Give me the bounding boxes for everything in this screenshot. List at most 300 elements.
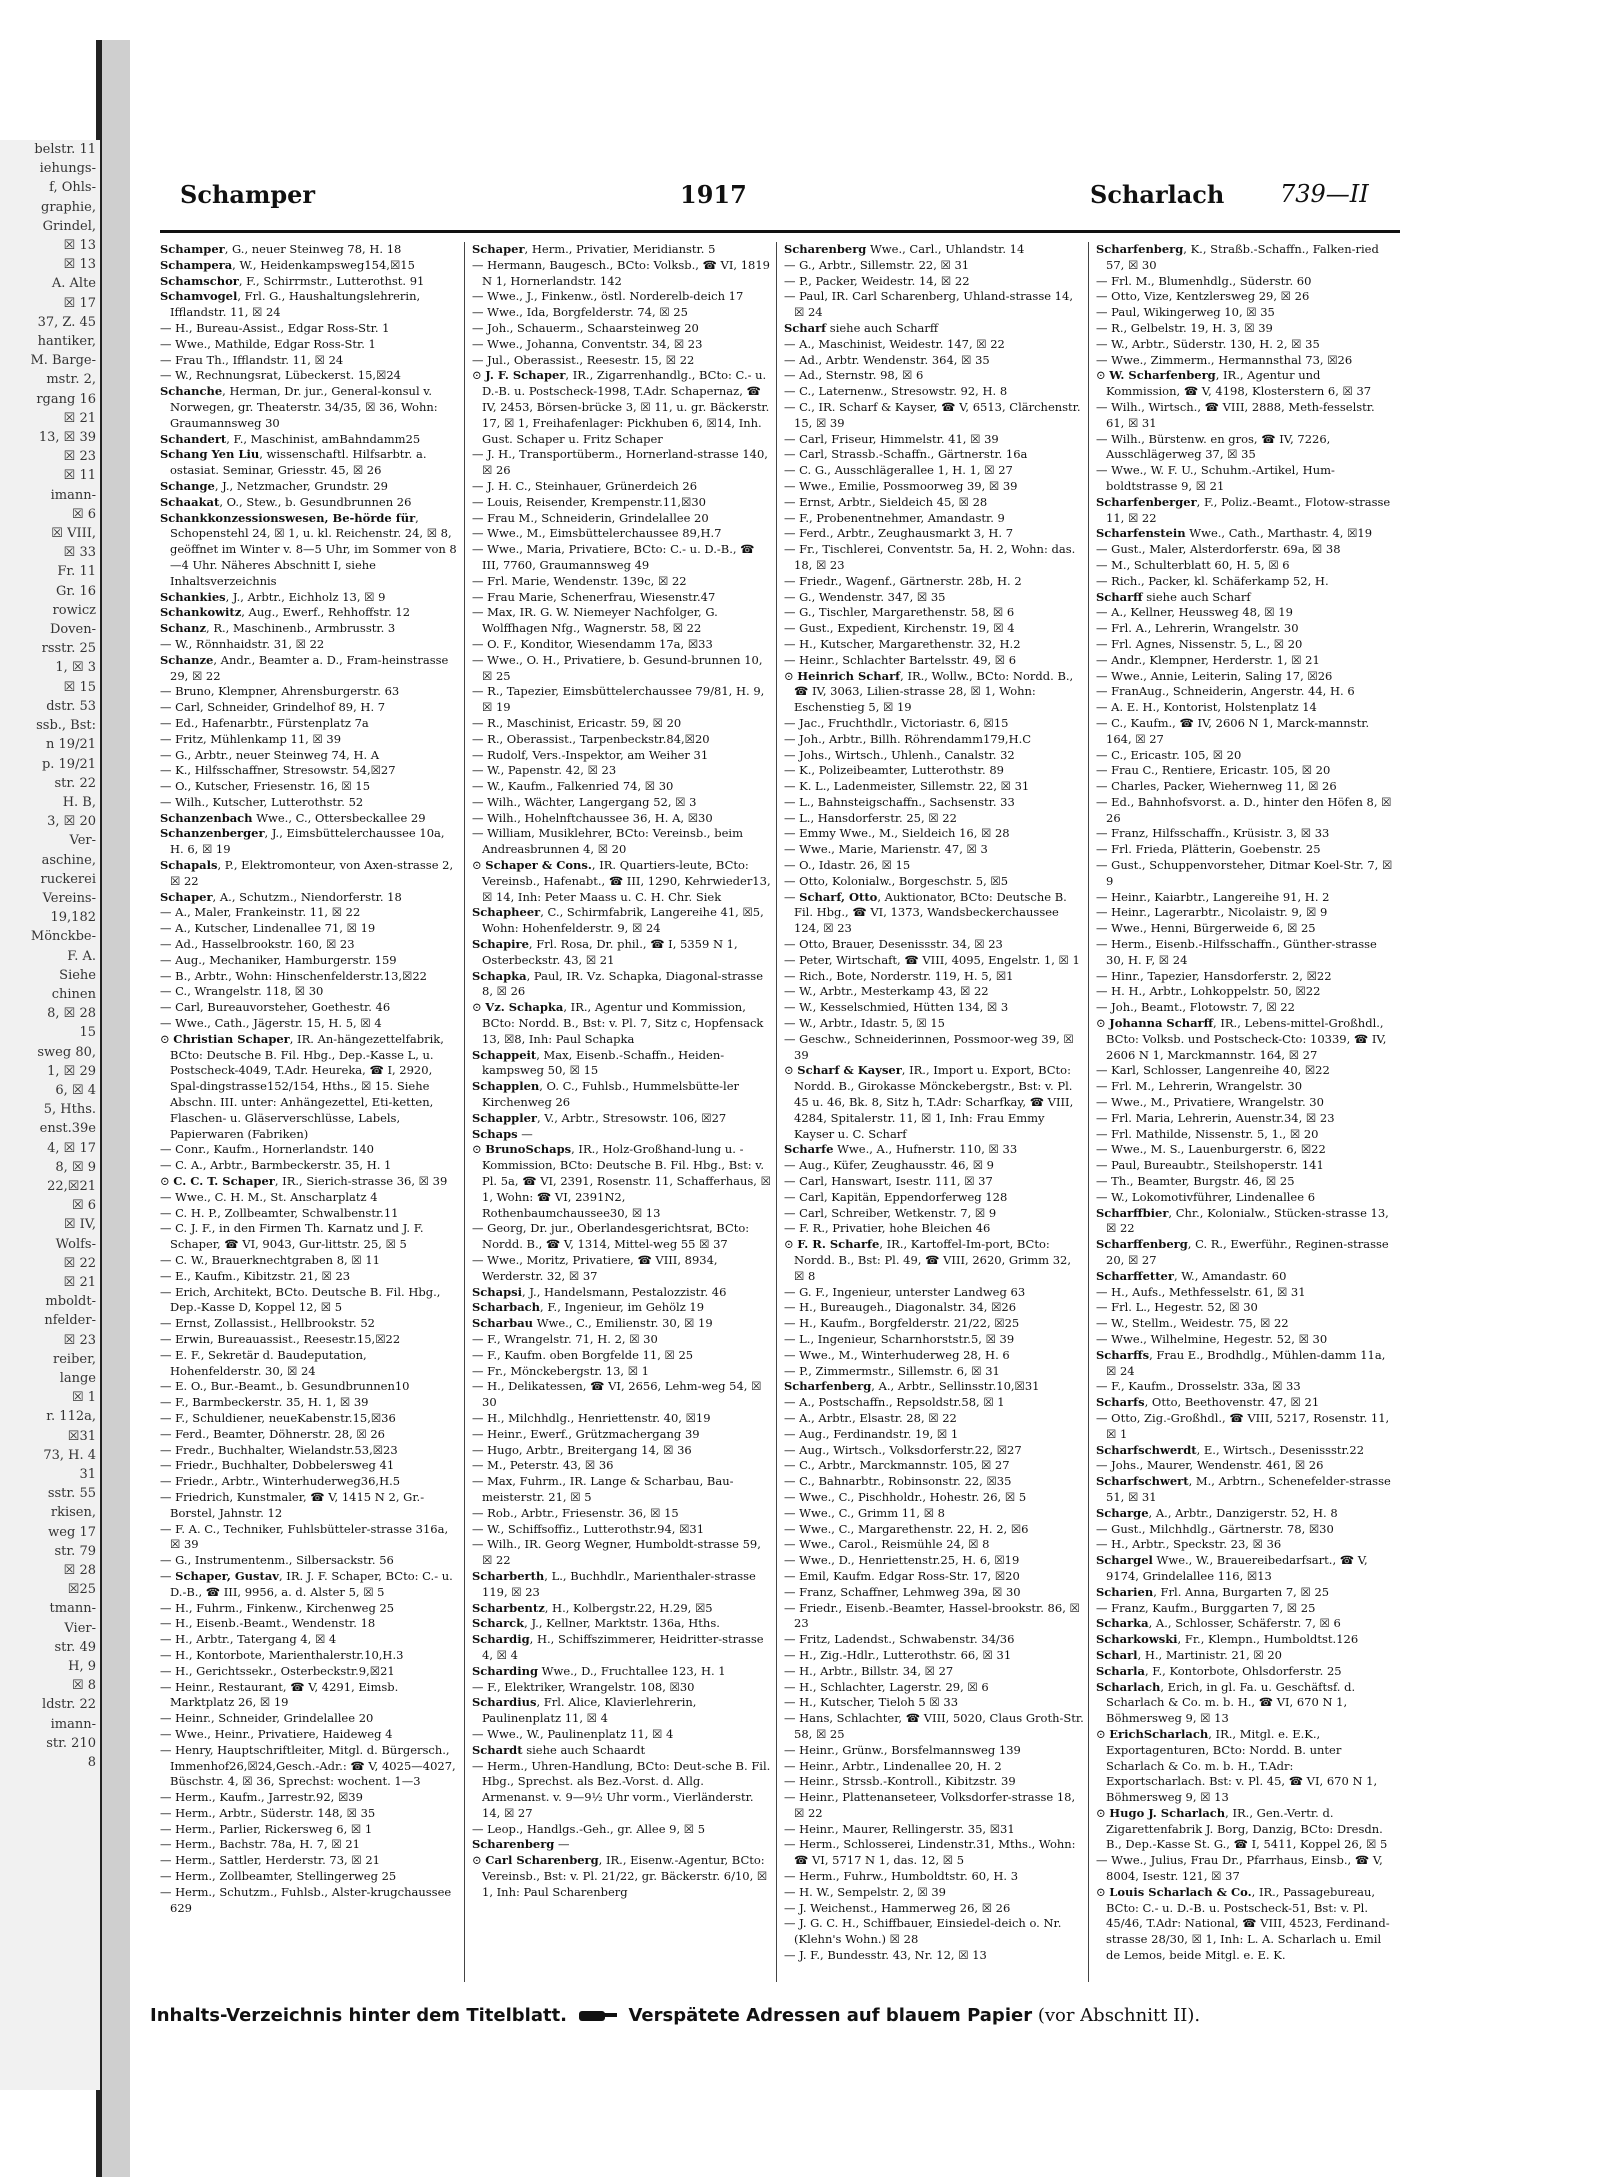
directory-entry: Schapka, Paul, IR. Vz. Schapka, Diagonal-strasse 8, ☒ 26 (472, 968, 763, 999)
previous-page-line: ldstr. 22 (42, 1697, 96, 1713)
directory-entry: — O. F., Konditor, Wiesendamm 17a, ☒33 (472, 636, 713, 651)
previous-page-line: aschine, (41, 852, 96, 868)
directory-entry: — FranAug., Schneiderin, Angerstr. 44, H. 6 (1096, 684, 1355, 699)
directory-entry: — Heinr., Arbtr., Lindenallee 20, H. 2 (784, 1758, 1002, 1773)
entry-name: Hugo J. Scharlach (1109, 1805, 1226, 1820)
previous-page-line: ☒ 1 (71, 1390, 96, 1406)
directory-entry: — Johs., Wirtsch., Uhlenh., Canalstr. 32 (784, 747, 1015, 762)
directory-entry: — H., Aufs., Methfesselstr. 61, ☒ 31 (1096, 1284, 1306, 1299)
previous-page-line: chinen (51, 986, 96, 1002)
directory-entry: Schange, J., Netzmacher, Grundstr. 29 (160, 478, 388, 493)
entry-name: Scharck (472, 1616, 525, 1631)
directory-entry: — Hinr., Tapezier, Hansdorferstr. 2, ☒22 (1096, 968, 1332, 983)
previous-page-line: ☒ 13 (63, 238, 96, 254)
entry-name: Schappeit (472, 1047, 537, 1062)
directory-entry: — J. H. C., Steinhauer, Grünerdeich 26 (472, 478, 698, 493)
directory-entry: — Friedr., Eisenb.-Beamter, Hassel-brookstr. 86, ☒ 23 (784, 1600, 1080, 1631)
entry-name: Scharge (1096, 1505, 1149, 1520)
directory-entry: Scharlach, Erich, in gl. Fa. u. Geschäftsf. d. Scharlach & Co. m. b. H., ☎ VI, 670 N 1, Böhmersweg 9, ☒ 13 (1096, 1679, 1356, 1726)
entry-name: Scharf (784, 320, 827, 335)
directory-entry: Scharck, J., Kellner, Marktstr. 136a, Hths. (472, 1616, 720, 1631)
directory-entry: — Franz, Hilfsschaffn., Krüsistr. 3, ☒ 33 (1096, 826, 1330, 841)
directory-entry: — Herm., Sattler, Herderstr. 73, ☒ 21 (160, 1853, 380, 1868)
directory-entry: Scharenberg Wwe., Carl., Uhlandstr. 14 (784, 242, 1025, 256)
directory-entry: Scharfe Wwe., A., Hufnerstr. 110, ☒ 33 (784, 1142, 1018, 1157)
previous-page-line: 4, ☒ 17 (47, 1140, 96, 1156)
directory-entry: — Frl. Mathilde, Nissenstr. 5, 1., ☒ 20 (1096, 1126, 1319, 1141)
directory-entry: — Wwe., W., Paulinenplatz 11, ☒ 4 (472, 1726, 674, 1741)
directory-entry: Schapsi, J., Handelsmann, Pestalozzistr. 46 (472, 1284, 727, 1299)
directory-entry: — Jac., Fruchthdlr., Victoriastr. 6, ☒15 (784, 715, 1009, 730)
directory-entry: Scharfenberger, F., Poliz.-Beamt., Flotow-strasse 11, ☒ 22 (1096, 494, 1391, 525)
directory-entry: Schaper, Herm., Privatier, Meridianstr. 5 (472, 242, 716, 256)
directory-entry: — Wwe., Heinr., Privatiere, Haideweg 4 (160, 1726, 393, 1741)
previous-page-line: 5, Hths. (43, 1102, 96, 1118)
column-2 (472, 242, 772, 2002)
directory-entry: — Herm., Uhren-Handlung, BCto: Deut-sche B. Fil. Hbg., Sprechst. als Bez.-Vorst. d. Allg. Armenanst. v. 9—9½ Uhr vorm., Vierländerstr. 14, ☒ 27 (472, 1758, 771, 1820)
directory-entry: — C. H. P., Zollbeamter, Schwalbenstr.11 (160, 1205, 399, 1220)
entry-name: Schanze (160, 652, 214, 667)
directory-entry: — Wwe., Carol., Reismühle 24, ☒ 8 (784, 1537, 990, 1552)
directory-entry: — Wwe., W. F. U., Schuhm.-Artikel, Hum-boldtstrasse 9, ☒ 21 (1096, 463, 1335, 493)
directory-entry: — Wilh., Kutscher, Lutterothstr. 52 (160, 794, 364, 809)
directory-entry: — Gust., Expedient, Kirchenstr. 19, ☒ 4 (784, 621, 1015, 636)
directory-entry: — G., Arbtr., neuer Steinweg 74, H. A (160, 747, 380, 762)
entry-name: Scharding (472, 1663, 538, 1678)
directory-entry: — H., Eisenb.-Beamt., Wendenstr. 18 (160, 1616, 376, 1631)
directory-entry: — Friedr., Arbtr., Winterhuderweg36,H.5 (160, 1474, 401, 1489)
directory-entry: ⊙ BrunoSchaps, IR., Holz-Großhand-lung u. -Kommission, BCto: Deutsche B. Fil. Hbg., Bst: v. Pl. 5a, ☎ VI, 2391, Rosenstr. 11, Schafferhaus, ☒ 1, Wohn: ☎ VI, 2391N2, Rothenbaumchaussee30, ☒ 13 (472, 1142, 771, 1220)
entry-name: Schanzenberger (160, 826, 265, 841)
directory-entry: — Erwin, Bureauassist., Reesestr.15,☒22 (160, 1331, 401, 1346)
directory-entry: — Rob., Arbtr., Friesenstr. 36, ☒ 15 (472, 1505, 679, 1520)
previous-page-line: rowicz (52, 602, 96, 618)
directory-entry: — Heinr., Kaiarbtr., Langereihe 91, H. 2 (1096, 889, 1330, 904)
directory-entry: — Ernst, Arbtr., Sieldeich 45, ☒ 28 (784, 494, 988, 509)
directory-entry: — Frau M., Schneiderin, Grindelallee 20 (472, 510, 709, 525)
directory-entry: Scharffs, Frau E., Brodhdlg., Mühlen-damm 11a, ☒ 24 (1096, 1347, 1386, 1378)
entry-name: Schamvogel (160, 289, 238, 304)
previous-page-edge (0, 140, 100, 2090)
previous-page-line: n 19/21 (46, 737, 96, 753)
directory-entry: Scharffbier, Chr., Kolonialw., Stücken-strasse 13, ☒ 22 (1096, 1205, 1389, 1236)
directory-entry: ⊙ ErichScharlach, IR., Mitgl. e. E.K., Exportagenturen, BCto: Nordd. B. unter Scharlach & Co. m. b. H., T.Adr: Exportscharlach. Bst: v. Pl. 45, ☎ VI, 670 N 1, Böhmersweg 9, ☒ 13 (1096, 1726, 1378, 1805)
directory-entry: — H., Kutscher, Margarethenstr. 32, H.2 (784, 636, 1021, 651)
directory-entry: — R., Tapezier, Eimsbüttelerchaussee 79/81, H. 9, ☒ 19 (472, 684, 765, 715)
directory-entry: Schanze, Andr., Beamter a. D., Fram-heinstrasse 29, ☒ 22 (160, 652, 449, 683)
directory-entry: — Heinr., Grünw., Borsfelmannsweg 139 (784, 1742, 1021, 1757)
directory-entry: — C., Arbtr., Marckmannstr. 105, ☒ 27 (784, 1458, 1010, 1473)
previous-page-line: str. 79 (54, 1543, 96, 1559)
directory-entry: — Frl. Maria, Lehrerin, Auenstr.34, ☒ 23 (1096, 1110, 1335, 1125)
directory-entry: — Wilh., Bürstenw. en gros, ☎ IV, 7226, Ausschlägerweg 37, ☒ 35 (1096, 431, 1331, 462)
directory-entry: — Aug., Mechaniker, Hamburgerstr. 159 (160, 952, 397, 967)
directory-entry: — Wwe., Marie, Marienstr. 47, ☒ 3 (784, 842, 988, 857)
directory-entry: — Paul, Wikingerweg 10, ☒ 35 (1096, 305, 1275, 320)
previous-page-line: ☒ 6 (71, 1198, 96, 1214)
previous-page-line: H. B, (62, 794, 96, 810)
directory-entry: — H., Kaufm., Borgfelderstr. 21/22, ☒25 (784, 1316, 1020, 1331)
directory-entry: — Hans, Schlachter, ☎ VIII, 5020, Claus Groth-Str. 58, ☒ 25 (784, 1711, 1084, 1741)
previous-page-line: mboldt- (45, 1294, 96, 1310)
previous-page-line: 8, ☒ 9 (55, 1159, 96, 1175)
entry-name: Schankowitz (160, 605, 242, 620)
directory-entry: — Gust., Schuppenvorsteher, Ditmar Koel-Str. 7, ☒ 9 (1096, 858, 1393, 888)
directory-entry: Scharkowski, Fr., Klempn., Humboldtst.126 (1096, 1632, 1359, 1647)
directory-entry: — G., Arbtr., Sillemstr. 22, ☒ 31 (784, 257, 970, 272)
entry-name: Scharbau (472, 1316, 534, 1331)
directory-entry: — C. A., Arbtr., Barmbeckerstr. 35, H. 1 (160, 1158, 392, 1173)
entry-name: Schaper & Cons. (485, 858, 592, 873)
directory-entry: — W., Arbtr., Mesterkamp 43, ☒ 22 (784, 984, 989, 999)
entry-name: Schamper (160, 242, 225, 256)
directory-entry: — F., Schuldiener, neueKabenstr.15,☒36 (160, 1410, 396, 1425)
previous-page-line: p. 19/21 (41, 756, 96, 772)
directory-entry: — Frl. Agnes, Nissenstr. 5, L., ☒ 20 (1096, 636, 1303, 651)
directory-entry: — Karl, Schlosser, Langenreihe 40, ☒22 (1096, 1063, 1330, 1078)
directory-entry: — Wwe., Emilie, Possmoorweg 39, ☒ 39 (784, 478, 1018, 493)
entry-name: Schampera (160, 257, 233, 272)
directory-entry: — Herm., Fuhrw., Humboldtstr. 60, H. 3 (784, 1869, 1019, 1884)
page-number: 739—II (1280, 180, 1369, 208)
directory-entry: — Wwe., M. S., Lauenburgerstr. 6, ☒22 (1096, 1142, 1326, 1157)
previous-page-line: str. 22 (54, 775, 96, 791)
directory-entry: — Wwe., Zimmerm., Hermannsthal 73, ☒26 (1096, 352, 1353, 367)
directory-entry: — Rich., Bote, Norderstr. 119, H. 5, ☒1 (784, 968, 1014, 983)
directory-entry: Schappler, V., Arbtr., Stresowstr. 106, ☒27 (472, 1110, 727, 1125)
directory-entry: — Frl. M., Lehrerin, Wrangelstr. 30 (1096, 1079, 1303, 1094)
previous-page-line: Mönckbe- (30, 929, 96, 945)
directory-entry: — H., Zig.-Hdlr., Lutterothstr. 66, ☒ 31 (784, 1647, 1012, 1662)
previous-page-line: 1, ☒ 3 (55, 660, 96, 676)
directory-entry: — Carl, Bureauvorsteher, Goethestr. 46 (160, 1000, 391, 1015)
directory-entry: Scharenberg — (472, 1837, 570, 1852)
directory-entry: Schanzenberger, J., Eimsbüttelerchaussee 10a, H. 6, ☒ 19 (160, 826, 445, 857)
previous-page-line: 37, Z. 45 (37, 314, 96, 330)
directory-entry: Scharf siehe auch Scharff (784, 320, 939, 335)
previous-page-line: reiber, (53, 1351, 96, 1367)
directory-entry: — Ad., Hasselbrookstr. 160, ☒ 23 (160, 937, 355, 952)
entry-name: Scharfe (784, 1142, 834, 1157)
directory-entry: — Heinr., Strssb.-Kontroll., Kibitzstr. 39 (784, 1774, 1016, 1789)
directory-entry: ⊙ J. F. Schaper, IR., Zigarrenhandlg., BCto: C.- u. D.-B. u. Postscheck-1998, T.Adr. Schapernaz, ☎ IV, 2453, Börsen-brücke 3, ☒ 11, u. gr. Bäckerstr. 17, ☒ 1, Freihafenlager: Pickhuben 6, ☒14, Inh. Gust. Schaper u. Fritz Schaper (472, 368, 770, 446)
header-rule (160, 230, 1400, 233)
previous-page-line: ☒ 13 (63, 257, 96, 273)
directory-entry: — H., Arbtr., Billstr. 34, ☒ 27 (784, 1663, 954, 1678)
entry-name: Schang Yen Liu (160, 447, 260, 462)
previous-page-line: sstr. 55 (47, 1486, 96, 1502)
directory-entry: — Heinr., Ewerf., Grützmachergang 39 (472, 1426, 700, 1441)
footer-late-addresses-note: Verspätete Adressen auf blauem Papier (628, 2005, 1033, 2026)
footer-index-note: Inhalts-Verzeichnis hinter dem Titelblatt. (150, 2005, 568, 2026)
previous-page-line: Fr. 11 (57, 564, 96, 580)
directory-entry: — Herm., Schlosserei, Lindenstr.31, Mths., Wohn: ☎ VI, 5717 N 1, das. 12, ☒ 5 (784, 1837, 1076, 1868)
entry-name: Scharkowski (1096, 1632, 1178, 1647)
directory-entry: — Heinr., Lagerarbtr., Nicolaistr. 9, ☒ 9 (1096, 905, 1328, 920)
previous-page-line: ☒ 15 (63, 679, 96, 695)
entry-name: Schankkonzessionswesen, Be-hörde für (160, 510, 416, 525)
directory-entry: — Wilh., Wächter, Langergang 52, ☒ 3 (472, 794, 697, 809)
directory-entry: — Aug., Ferdinandstr. 19, ☒ 1 (784, 1426, 959, 1441)
entry-name: Heinrich Scharf (797, 668, 901, 683)
directory-entry: — M., Peterstr. 43, ☒ 36 (472, 1458, 614, 1473)
entry-name: Schamschor (160, 273, 239, 288)
previous-page-line: ☒ 11 (63, 468, 96, 484)
entry-name: Schankies (160, 589, 226, 604)
previous-page-line: str. 210 (46, 1735, 96, 1751)
previous-page-line: rsstr. 25 (41, 641, 96, 657)
directory-entry: — Friedr., Buchhalter, Dobbelersweg 41 (160, 1458, 395, 1473)
directory-page (150, 160, 1450, 2120)
directory-entry: — Ed., Hafenarbtr., Fürstenplatz 7a (160, 715, 369, 730)
previous-page-line: ☒ 17 (63, 295, 96, 311)
directory-entry: Schardig, H., Schiffszimmerer, Heidritter-strasse 4, ☒ 4 (472, 1632, 764, 1662)
directory-entry: — Louis, Reisender, Krempenstr.11,☒30 (472, 494, 706, 509)
directory-entry: — E. F., Sekretär d. Baudeputation, Hohenfelderstr. 30, ☒ 24 (160, 1347, 367, 1378)
directory-entry: ⊙ Louis Scharlach & Co., IR., Passagebureau, BCto: C.- u. D.-B. u. Postscheck-51, Bst: v. Pl. 45/46, T.Adr: National, ☎ VIII, 4523, Ferdinand-strasse 28/30, ☒ 1, Inh: L. A. Scharlach u. Emil de Lemos, beide Mitgl. e. E. K. (1096, 1884, 1390, 1963)
entry-name: Scharffbier (1096, 1205, 1169, 1220)
directory-entry: — J. G. C. H., Schiffbauer, Einsiedel-deich o. Nr. (Klehn's Wohn.) ☒ 28 (784, 1916, 1062, 1947)
previous-page-line: weg 17 (48, 1524, 96, 1540)
directory-entry: ⊙ W. Scharfenberg, IR., Agentur und Kommission, ☎ V, 4198, Klosterstern 6, ☒ 37 (1096, 368, 1372, 399)
entry-name: Scharka (1096, 1616, 1149, 1631)
entry-name: Scharffs (1096, 1347, 1150, 1362)
directory-entry: — Bruno, Klempner, Ahrensburgerstr. 63 (160, 684, 400, 699)
directory-entry: — Aug., Wirtsch., Volksdorferstr.22, ☒27 (784, 1442, 1022, 1457)
directory-entry: — Herm., Eisenb.-Hilfsschaffn., Günther-strasse 30, H. F, ☒ 24 (1096, 937, 1377, 967)
directory-entry: Schanzenbach Wwe., C., Ottersbeckallee 29 (160, 810, 426, 825)
directory-entry: ⊙ Schaper & Cons., IR. Quartiers-leute, BCto: Vereinsb., Hafenabt., ☎ III, 1290, Kehrwieder13, ☒ 14, Inh: Peter Maass u. C. H. Chr. Siek (472, 858, 771, 904)
previous-page-line: ☒ IV, (63, 1217, 96, 1233)
directory-entry: — A., Kellner, Heussweg 48, ☒ 19 (1096, 605, 1293, 620)
directory-entry: — Hermann, Baugesch., BCto: Volksb., ☎ VI, 1819 N 1, Hornerlandstr. 142 (472, 257, 770, 288)
directory-entry: — Frl. Marie, Wendenstr. 139c, ☒ 22 (472, 573, 687, 588)
directory-entry: — Ernst, Zollassist., Hellbrookstr. 52 (160, 1316, 375, 1331)
directory-entry: — Carl, Kapitän, Eppendorferweg 128 (784, 1189, 1008, 1204)
directory-entry: — Carl, Schreiber, Wetkenstr. 7, ☒ 9 (784, 1205, 997, 1220)
directory-entry: — Erich, Architekt, BCto. Deutsche B. Fil. Hbg., Dep.-Kasse D, Koppel 12, ☒ 5 (160, 1284, 441, 1315)
previous-page-line: Doven- (49, 622, 96, 638)
entry-name: Schardius (472, 1695, 537, 1710)
directory-entry: Schankowitz, Aug., Ewerf., Rehhoffstr. 12 (160, 605, 411, 620)
directory-entry: — Wwe., M., Eimsbüttelerchaussee 89,H.7 (472, 526, 722, 541)
directory-entry: ⊙ Carl Scharenberg, IR., Eisenw.-Agentur, BCto: Vereinsb., Bst: v. Pl. 21/22, gr. Bäckerstr. 6/10, ☒ 1, Inh: Paul Scharenberg (472, 1853, 768, 1899)
header-year: 1917 (680, 180, 747, 209)
directory-entry: Scharding Wwe., D., Fruchtallee 123, H. 1 (472, 1663, 726, 1678)
directory-entry: — F., Barmbeckerstr. 35, H. 1, ☒ 39 (160, 1395, 369, 1410)
previous-page-line: ☒ 6 (71, 506, 96, 522)
entry-name: J. F. Schaper (485, 368, 566, 383)
directory-entry: Scharfschwert, M., Arbtrn., Schenefelder-strasse 51, ☒ 31 (1096, 1474, 1391, 1504)
directory-entry: — Frau C., Rentiere, Ericastr. 105, ☒ 20 (1096, 763, 1331, 778)
directory-entry: Schamvogel, Frl. G., Haushaltungslehrerin, Ifflandstr. 11, ☒ 24 (160, 289, 421, 320)
directory-entry: Schanz, R., Maschinenb., Armbrusstr. 3 (160, 621, 396, 636)
directory-entry: — Fritz, Mühlenkamp 11, ☒ 39 (160, 731, 342, 746)
directory-entry: — C., Wrangelstr. 118, ☒ 30 (160, 984, 324, 999)
entry-name: Scharfschwert (1096, 1474, 1189, 1489)
directory-entry: — F., Wrangelstr. 71, H. 2, ☒ 30 (472, 1331, 658, 1346)
directory-entry: — Wwe., Johanna, Conventstr. 34, ☒ 23 (472, 336, 703, 351)
directory-entry: — Wwe., J., Finkenw., östl. Norderelb-deich 17 (472, 289, 744, 304)
directory-entry: — Paul, Bureaubtr., Steilshoperstr. 141 (1096, 1158, 1324, 1173)
directory-entry: — Herm., Bachstr. 78a, H. 7, ☒ 21 (160, 1837, 360, 1852)
directory-entry: — Franz, Schaffner, Lehmweg 39a, ☒ 30 (784, 1584, 1021, 1599)
directory-entry: — Wwe., Ida, Borgfelderstr. 74, ☒ 25 (472, 305, 688, 320)
directory-entry: — Wwe., Annie, Leiterin, Saling 17, ☒26 (1096, 668, 1333, 683)
directory-entry: Schankkonzessionswesen, Be-hörde für, Schopenstehl 24, ☒ 1, u. kl. Reichenstr. 24, ☒ 8, geöffnet im Winter v. 8—5 Uhr, im Sommer von 8—4 Uhr. Näheres Abschnitt I, siehe Inhaltsverzeichnis (160, 510, 457, 588)
directory-entry: — Fr., Mönckebergstr. 13, ☒ 1 (472, 1363, 649, 1378)
directory-entry: Schandert, F., Maschinist, amBahndamm25 (160, 431, 421, 446)
column-divider (1088, 242, 1089, 1982)
directory-entry: — Andr., Klempner, Herderstr. 1, ☒ 21 (1096, 652, 1320, 667)
directory-entry: — Johs., Maurer, Wendenstr. 461, ☒ 26 (1096, 1458, 1324, 1473)
previous-page-line: r. 112a, (46, 1409, 96, 1425)
directory-entry: Schappeit, Max, Eisenb.-Schaffn., Heiden-kampsweg 50, ☒ 15 (472, 1047, 725, 1078)
directory-entry: — K. L., Ladenmeister, Sillemstr. 22, ☒ 31 (784, 779, 1030, 794)
previous-page-line: nfelder- (44, 1313, 96, 1329)
directory-entry: Scharffetter, W., Amandastr. 60 (1096, 1268, 1287, 1283)
entry-name: Schapals (160, 858, 218, 873)
header-left-keyword: Schamper (180, 180, 316, 209)
entry-name: Schardt (472, 1742, 523, 1757)
previous-page-line: ☒ 23 (63, 449, 96, 465)
directory-entry: — Jul., Oberassist., Reesestr. 15, ☒ 22 (472, 352, 695, 367)
directory-entry: — Hugo, Arbtr., Breitergang 14, ☒ 36 (472, 1442, 692, 1457)
directory-entry: — H., Gerichtssekr., Osterbeckstr.9,☒21 (160, 1663, 395, 1678)
entry-name: Scharf & Kayser (797, 1063, 902, 1078)
previous-page-line: 31 (79, 1467, 96, 1483)
directory-entry: — R., Gelbelstr. 19, H. 3, ☒ 39 (1096, 320, 1273, 335)
directory-entry: — F. R., Privatier, hohe Bleichen 46 (784, 1221, 991, 1236)
directory-entry: — Joh., Beamt., Flotowstr. 7, ☒ 22 (1096, 1000, 1295, 1015)
previous-page-line: Vier- (64, 1620, 96, 1636)
directory-entry: — F., Kaufm. oben Borgfelde 11, ☒ 25 (472, 1347, 694, 1362)
entry-name: Scharberth (472, 1568, 545, 1583)
entry-name: Schaper (472, 242, 525, 256)
directory-entry: — Otto, Zig.-Großhdl., ☎ VIII, 5217, Rosenstr. 11, ☒ 1 (1096, 1410, 1390, 1441)
directory-entry: — Fr., Tischlerei, Conventstr. 5a, H. 2, Wohn: das. 18, ☒ 23 (784, 542, 1076, 572)
previous-page-line: ruckerei (40, 871, 96, 887)
directory-entry: — Frl. L., Hegestr. 52, ☒ 30 (1096, 1300, 1258, 1315)
entry-name: Scharfenberg (1096, 242, 1184, 256)
entry-name: BrunoSchaps (485, 1142, 572, 1157)
previous-page-line: mstr. 2, (46, 372, 96, 388)
pointing-hand-icon (579, 2008, 617, 2024)
directory-entry: — Otto, Vize, Kentzlersweg 29, ☒ 26 (1096, 289, 1310, 304)
directory-entry: — H., Bureaugeh., Diagonalstr. 34, ☒26 (784, 1300, 1017, 1315)
column-4 (1096, 242, 1396, 2002)
directory-entry: Schaakat, O., Stew., b. Gesundbrunnen 26 (160, 494, 412, 509)
entry-name: Schandert (160, 431, 227, 446)
previous-page-line: 15 (79, 1025, 96, 1041)
directory-entry: — Georg, Dr. jur., Oberlandesgerichtsrat, BCto: Nordd. B., ☎ V, 1314, Mittel-weg 55 ☒ 37 (472, 1221, 750, 1252)
previous-page-line: 3, ☒ 20 (47, 814, 96, 830)
directory-entry: — W., Rechnungsrat, Lübeckerst. 15,☒24 (160, 368, 402, 383)
entry-name: Schappler (472, 1110, 537, 1125)
directory-entry: Scharbau Wwe., C., Emilienstr. 30, ☒ 19 (472, 1316, 713, 1331)
directory-entry: — A., Arbtr., Elsastr. 28, ☒ 22 (784, 1410, 957, 1425)
directory-entry: — Carl, Hanswart, Isestr. 111, ☒ 37 (784, 1174, 993, 1189)
directory-entry: Scharberth, L., Buchhdlr., Marienthaler-strasse 119, ☒ 23 (472, 1568, 756, 1599)
directory-entry: — W., Stellm., Weidestr. 75, ☒ 22 (1096, 1316, 1289, 1331)
directory-entry: Scharfenstein Wwe., Cath., Marthastr. 4, ☒19 (1096, 526, 1373, 541)
previous-page-line: 1, ☒ 29 (47, 1063, 96, 1079)
directory-entry: — H., Arbtr., Tatergang 4, ☒ 4 (160, 1632, 337, 1647)
entry-name: Scharfschwerdt (1096, 1442, 1197, 1457)
directory-entry: Schapire, Frl. Rosa, Dr. phil., ☎ I, 5359 N 1, Osterbeckstr. 43, ☒ 21 (472, 937, 738, 967)
directory-entry: — William, Musiklehrer, BCto: Vereinsb., beim Andreasbrunnen 4, ☒ 20 (472, 826, 743, 857)
directory-entry: — Herm., Kaufm., Jarrestr.92, ☒39 (160, 1790, 363, 1805)
directory-entry: Scharff siehe auch Scharf (1096, 589, 1251, 604)
footer-section-ref: (vor Abschnitt II). (1037, 2005, 1201, 2026)
directory-entry: — Henry, Hauptschriftleiter, Mitgl. d. Bürgersch., Immenhof26,☒24,Gesch.-Adr.: ☎ V, 4025—4027, Büschstr. 4, ☒ 36, Sprechst: wochent. 1—3 (160, 1742, 456, 1789)
previous-page-line: sweg 80, (37, 1044, 96, 1060)
column-1 (160, 242, 460, 2002)
previous-page-line: str. 49 (54, 1639, 96, 1655)
entry-name: Scharenberg (784, 242, 867, 256)
directory-entry: — Conr., Kaufm., Hornerlandstr. 140 (160, 1142, 374, 1157)
directory-entry: ⊙ Vz. Schapka, IR., Agentur und Kommission, BCto: Nordd. B., Bst: v. Pl. 7, Sitz c, Hopfensack 13, ☒8, Inh: Paul Schapka (472, 1000, 764, 1046)
directory-entry: — Carl, Strassb.-Schaffn., Gärtnerstr. 16a (784, 447, 1028, 462)
previous-page-line: 13, ☒ 39 (38, 430, 96, 446)
directory-entry: — Schaper, Gustav, IR. J. F. Schaper, BCto: C.- u. D.-B., ☎ III, 9956, a. d. Alster 5, ☒ 5 (160, 1568, 453, 1599)
previous-page-line: ☒ 8 (71, 1678, 96, 1694)
previous-page-line: 8 (87, 1755, 96, 1771)
directory-entry: — Geschw., Schneiderinnen, Possmoor-weg 39, ☒ 39 (784, 1031, 1074, 1062)
previous-page-line: ☒ VIII, (51, 526, 96, 542)
page-footer (150, 2005, 1410, 2026)
previous-page-line: f, Ohls- (49, 180, 96, 196)
directory-entry: — J. F., Bundesstr. 43, Nr. 12, ☒ 13 (784, 1948, 987, 1963)
directory-entry: — Otto, Kolonialw., Borgeschstr. 5, ☒5 (784, 873, 1009, 888)
previous-page-line: H, 9 (68, 1659, 96, 1675)
directory-entry: — Charles, Packer, Wiehernweg 11, ☒ 26 (1096, 779, 1337, 794)
previous-page-line: rgang 16 (36, 391, 96, 407)
directory-entry: — Frl. A., Lehrerin, Wrangelstr. 30 (1096, 621, 1299, 636)
previous-page-line: 73, H. 4 (43, 1447, 96, 1463)
entry-name: Schaper, Gustav (175, 1568, 279, 1583)
directory-entry: — Th., Beamter, Burgstr. 46, ☒ 25 (1096, 1174, 1295, 1189)
directory-entry: — W., Arbtr., Süderstr. 130, H. 2, ☒ 35 (1096, 336, 1320, 351)
directory-entry: — H., Kutscher, Tieloh 5 ☒ 33 (784, 1695, 959, 1710)
directory-entry: Schaps — (472, 1126, 533, 1141)
directory-entry: — Rich., Packer, kl. Schäferkamp 52, H. (1096, 573, 1329, 588)
directory-entry: — L., Bahnsteigschaffn., Sachsenstr. 33 (784, 794, 1015, 809)
entry-name: Schapheer (472, 905, 541, 920)
directory-entry: — O., Kutscher, Friesenstr. 16, ☒ 15 (160, 779, 371, 794)
entry-name: Johanna Scharff (1109, 1016, 1214, 1031)
entry-name: W. Scharfenberg (1109, 368, 1216, 383)
directory-entry: — H. W., Sempelstr. 2, ☒ 39 (784, 1884, 946, 1899)
directory-entry: — Frau Marie, Schenerfrau, Wiesenstr.47 (472, 589, 716, 604)
previous-page-line: Vereins- (42, 890, 96, 906)
directory-entry: — Franz, Kaufm., Burggarten 7, ☒ 25 (1096, 1600, 1316, 1615)
directory-entry: — Max, Fuhrm., IR. Lange & Scharbau, Bau-meisterstr. 21, ☒ 5 (472, 1474, 734, 1504)
directory-entry: — W., Rönnhaidstr. 31, ☒ 22 (160, 636, 325, 651)
directory-entry: Schang Yen Liu, wissenschaftl. Hilfsarbtr. a. ostasiat. Seminar, Griesstr. 45, ☒ 26 (160, 447, 427, 478)
directory-entry: — Fritz, Ladendst., Schwabenstr. 34/36 (784, 1632, 1015, 1647)
directory-entry: — Wwe., Moritz, Privatiere, ☎ VIII, 8934, Werderstr. 32, ☒ 37 (472, 1253, 718, 1283)
previous-page-line: Wolfs- (55, 1236, 96, 1252)
directory-entry: — A., Maschinist, Weidestr. 147, ☒ 22 (784, 336, 1005, 351)
directory-entry: — F. A. C., Techniker, Fuhlsbütteler-strasse 316a, ☒ 39 (160, 1521, 449, 1552)
directory-entry: — W., Kesselschmied, Hütten 134, ☒ 3 (784, 1000, 1009, 1015)
directory-entry: — Wwe., Henni, Bürgerweide 6, ☒ 25 (1096, 921, 1316, 936)
directory-entry: Scharfenberg, K., Straßb.-Schaffn., Falken-ried 57, ☒ 30 (1096, 242, 1379, 272)
previous-page-line: ssb., Bst: (36, 718, 96, 734)
entry-name: ErichScharlach (1109, 1726, 1209, 1741)
entry-name: F. R. Scharfe (797, 1237, 880, 1252)
